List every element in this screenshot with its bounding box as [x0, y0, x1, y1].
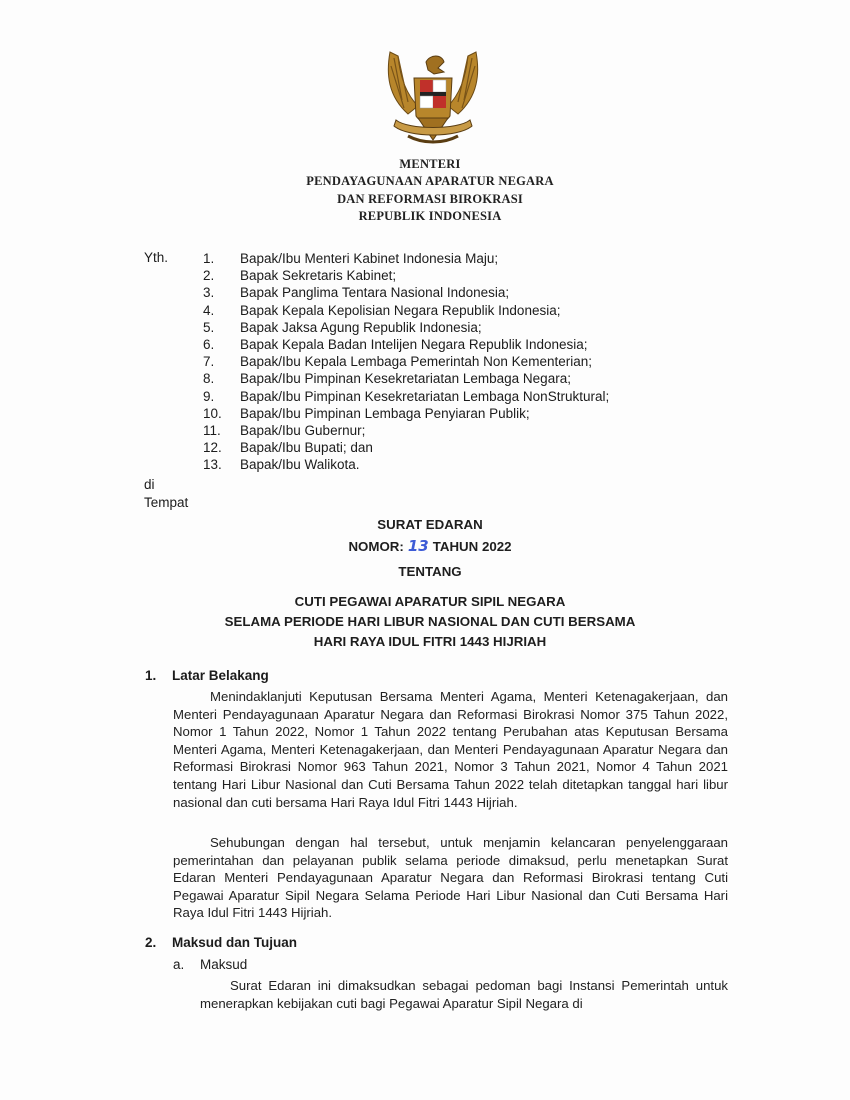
number-prefix: NOMOR: — [348, 539, 404, 554]
garuda-emblem-icon — [378, 44, 488, 152]
place-line-tempat: Tempat — [144, 495, 189, 510]
recipient-number: 8. — [203, 371, 215, 387]
section-title: Maksud dan Tujuan — [172, 935, 298, 950]
recipient-text: Bapak/Ibu Menteri Kabinet Indonesia Maju; — [240, 251, 499, 266]
recipient-text: Bapak Jaksa Agung Republik Indonesia; — [240, 319, 482, 335]
place-line-di: di — [144, 477, 155, 492]
recipient-number: 1. — [203, 251, 215, 266]
recipient-number: 11. — [203, 423, 221, 439]
header-line-ministry-2: DAN REFORMASI BIROKRASI — [337, 191, 523, 206]
header-line-country: REPUBLIK INDONESIA — [358, 208, 502, 223]
addressee-label: Yth. — [144, 250, 169, 265]
section-number: 1. — [145, 668, 157, 683]
recipient-number: 6. — [203, 337, 215, 353]
section-paragraph — [173, 688, 728, 811]
doc-number — [0, 535, 850, 558]
recipient-item — [203, 388, 609, 405]
subsection-number: a. — [173, 957, 185, 972]
subject-line: SELAMA PERIODE HARI LIBUR NASIONAL DAN CUTI BERSAMA — [224, 614, 636, 629]
circular-title-block — [0, 515, 850, 652]
section-paragraph — [173, 834, 728, 922]
recipient-item — [203, 439, 609, 456]
subject-line: HARI RAYA IDUL FITRI 1443 HIJRIAH — [313, 634, 547, 649]
recipient-text: Bapak Panglima Tentara Nasional Indonesia; — [240, 285, 510, 301]
recipient-item — [203, 336, 609, 353]
handwritten-number: 13 — [407, 537, 429, 555]
addressee-place — [144, 476, 188, 512]
paragraph-text: Surat Edaran ini dimaksudkan sebagai pedoman bagi Instansi Pemerintah untuk menerapkan kebijakan cuti bagi Pegawai Aparatur Sipil Negara di — [200, 978, 728, 1011]
recipient-number: 2. — [203, 268, 215, 284]
recipient-text: Bapak/Ibu Pimpinan Kesekretariatan Lembaga NonStruktural; — [240, 388, 610, 404]
recipient-item — [203, 456, 609, 473]
subsection-title: Maksud — [200, 957, 248, 972]
paragraph-text: Sehubungan dengan hal tersebut, untuk menjamin kelancaran penyelenggaraan pemerintahan dan pelayanan publik selama periode dimaksud, perlu menetapkan Surat Edaran Menteri Pendayagunaan Aparatur Negara dan Reformasi Birokrasi tentang Cuti Pegawai Aparatur Sipil Negara Selama Periode Hari Libur Nasional dan Cuti Bersama Hari Raya Idul Fitri 1443 Hijriah. — [173, 835, 728, 921]
recipient-number: 12. — [203, 440, 222, 456]
recipient-number: 9. — [203, 388, 215, 404]
section-title: Latar Belakang — [172, 668, 269, 683]
subject-line: CUTI PEGAWAI APARATUR SIPIL NEGARA — [294, 594, 566, 609]
doc-subject — [0, 592, 850, 652]
recipient-text: Bapak Kepala Badan Intelijen Negara Republik Indonesia; — [240, 337, 588, 353]
recipient-item — [203, 422, 609, 439]
recipient-item — [203, 405, 609, 422]
recipient-text: Bapak Kepala Kepolisian Negara Republik Indonesia; — [240, 302, 561, 318]
recipient-item — [203, 250, 609, 267]
recipient-list — [203, 250, 609, 474]
recipient-item — [203, 302, 609, 319]
recipient-text: Bapak Sekretaris Kabinet; — [240, 268, 397, 284]
recipient-number: 5. — [203, 319, 215, 335]
recipient-item — [203, 353, 609, 370]
recipient-number: 7. — [203, 354, 215, 370]
recipient-text: Bapak/Ibu Kepala Lembaga Pemerintah Non Kementerian; — [240, 354, 592, 370]
recipient-number: 10. — [203, 405, 222, 421]
doc-about: TENTANG — [398, 564, 462, 579]
recipient-text: Bapak/Ibu Pimpinan Lembaga Penyiaran Publik; — [240, 405, 530, 421]
section-number: 2. — [145, 935, 157, 950]
recipient-text: Bapak/Ibu Gubernur; — [240, 423, 366, 439]
recipient-number: 3. — [203, 285, 215, 301]
recipient-text: Bapak/Ibu Walikota. — [240, 457, 360, 473]
recipient-text: Bapak/Ibu Pimpinan Kesekretariatan Lembaga Negara; — [240, 371, 571, 387]
subsection-paragraph — [200, 977, 728, 1012]
recipient-item — [203, 267, 609, 284]
recipient-item — [203, 284, 609, 301]
recipient-number: 4. — [203, 302, 215, 318]
doc-type: SURAT EDARAN — [377, 517, 483, 532]
recipient-number: 13. — [203, 457, 222, 473]
recipient-item — [203, 370, 609, 387]
recipient-text: Bapak/Ibu Bupati; dan — [240, 440, 373, 456]
recipient-item — [203, 319, 609, 336]
paragraph-text: Menindaklanjuti Keputusan Bersama Menteri Agama, Menteri Ketenagakerjaan, dan Menteri Pendayagunaan Aparatur Negara dan Reformasi Birokrasi Nomor 375 Tahun 2022, Nomor 1 Tahun 2022, Nomor 1 Tahun 2022 tentang Perubahan atas Keputusan Bersama Menteri Agama, Menteri Ketenagakerjaan, dan Menteri Pendayagunaan Aparatur Negara dan Reformasi Birokrasi Nomor 963 Tahun 2021, Nomor 3 Tahun 2021, Nomor 4 Tahun 2021 tentang Hari Libur Nasional dan Cuti Bersama Tahun 2022 telah ditetapkan tanggal hari libur nasional dan cuti bersama Hari Raya Idul Fitri 1443 Hijriah. — [173, 689, 728, 810]
ministry-header — [0, 156, 850, 225]
header-line-title: MENTERI — [399, 157, 461, 171]
header-line-ministry: PENDAYAGUNAAN APARATUR NEGARA — [306, 174, 554, 189]
number-suffix: TAHUN 2022 — [432, 539, 512, 554]
